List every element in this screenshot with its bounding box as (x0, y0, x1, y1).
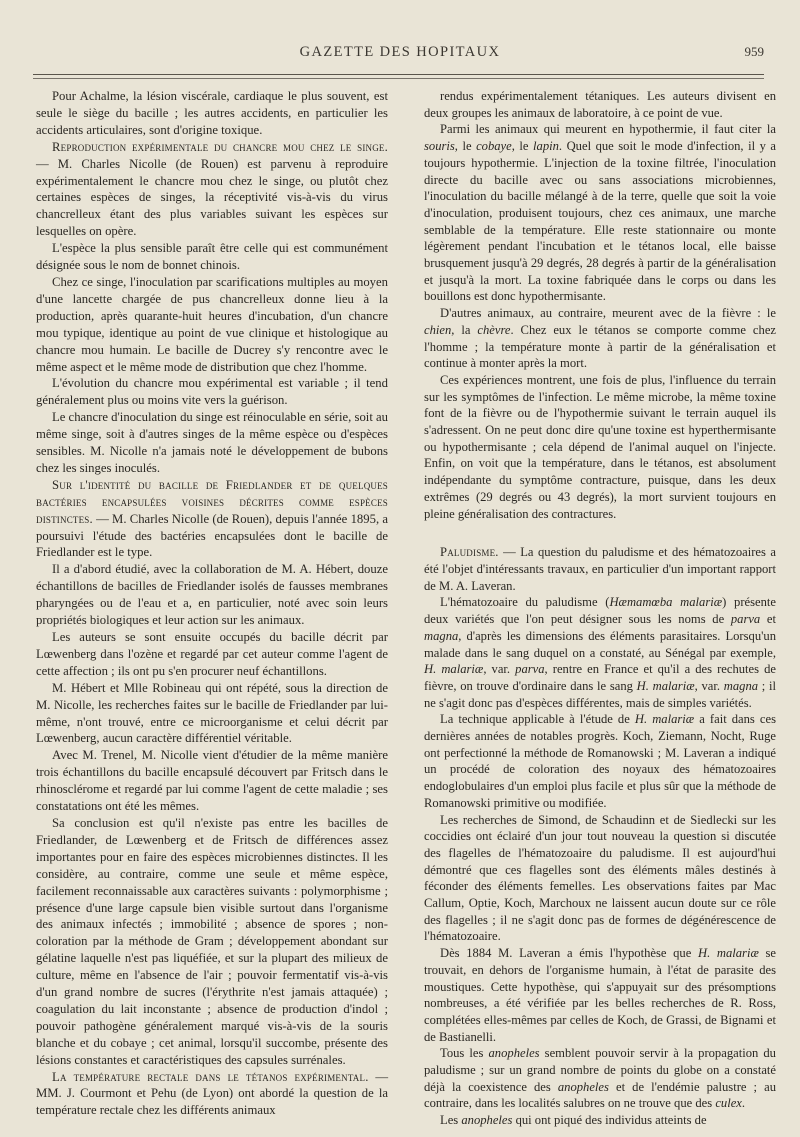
paragraph: Sa conclusion est qu'il n'existe pas entre les bacilles de Friedlander, de Lœwenberg et de Fritsch de différences assez importantes pour en faire des espèces microbiennes distinctes. Il les considère, au contraire, comme une seule et même espèce, facilement reconnaissable aux caractères suivants : polymorphisme ; présence d'une large capsule bien visible surtout dans l'organisme des animaux infectés ; immobilité ; absence de spores ; non-coloration par la méthode de Gram ; développement abondant sur gélatine laquelle n'est pas liquéfiée, et sur la plupart des milieux de culture, même en l'absence de l'air ; pouvoir fermentatif vis-à-vis d'un grand nombre de sucres (l'érythrite n'est jamais attaquée) ; coagulation du lait inconstante ; absence de production d'indol ; pouvoir pathogène généralement marqué vis-à-vis de la souris blanche et du cobaye ; cet animal, lorsqu'il succombe, présente des lésions constantes et caractéristiques des capsules surrénales. (36, 815, 388, 1067)
paragraph: Pour Achalme, la lésion viscérale, cardiaque le plus souvent, est seule le siège du bacille ; les autres accidents, en particulier les accidents articulaires, sont d'origine toxique. (36, 89, 388, 137)
text-run: et de l'endémie palustre ; au contraire, dans les localités salubres on ne trouve que des (424, 1079, 776, 1111)
header-rule-thin (33, 78, 764, 79)
page-header (0, 44, 800, 68)
text-run: . (741, 1096, 746, 1111)
italic-term: lapin (533, 139, 559, 154)
text-run: Les (440, 1113, 462, 1128)
section-heading: Paludisme. (440, 545, 499, 560)
paragraph (424, 594, 776, 711)
text-run: La technique applicable à l'étude de (440, 712, 635, 727)
text-run: ) présente deux variétés que l'on peut désigner sous les noms de (424, 595, 776, 627)
paragraph: Ces expériences montrent, une fois de plus, l'influence du terrain sur les symptômes de l'infection. Le même microbe, la même toxine font de la fièvre ou de l'hypothermie suivant le terrain auquel ils s'adressent. On ne peut donc dire qu'une toxine est hyperthermisante ou hypothermisante ; cela dépend de l'animal auquel on l'injecte. Enfin, on voit que la température, dans le tétanos, est absolument indépendante du symptôme contracture, puisque, dans les deux extrêmes (29 degrés ou 43 degrés), la mort survient toujours en pleine généralisation des contractures. (424, 372, 776, 521)
text-run: , var. (483, 662, 516, 677)
text-run: a fait dans ces dernières années de notables progrès. Koch, Ziemann, Nocht, Ruge ont perfectionné la méthode de Romanowski ; M. Laveran a indiqué un procédé de coloration des noyaux des hématozoaires endoglobulaires d'un emploi plus facile et plus sûr que la méthode de Romanowski primitive ou modifiée. (424, 712, 776, 810)
italic-term: magna (424, 628, 459, 643)
text-run: se trouvait, en dehors de l'organisme humain, à l'état de parasite des moustiques. Cette hypothèse, qui s'appuyait sur des présomptions nombreuses, a été vérifiée par les belles recherches de R. Ross, complétées elles-mêmes par celles de Koch, de Grassi, de Bignami et de Bastianelli. (424, 946, 777, 1044)
paragraph (36, 477, 388, 562)
italic-term: chèvre (477, 322, 511, 337)
text-run: qui ont piqué des individus atteints de (512, 1113, 707, 1128)
paragraph (424, 121, 776, 305)
text-run: , d'après les dimensions des éléments parasitaires. Lorsqu'un malade dans le sang duquel on a constaté, au Sénégal par exemple, (424, 628, 776, 660)
section-heading: Sur l'identité du bacille de Friedlander et de quelques bactéries encapsulées voisines décrites comme espèces distinctes. (36, 477, 388, 526)
italic-term: magna (723, 678, 759, 693)
text-run: L'hématozoaire du paludisme ( (440, 595, 610, 610)
paragraph-text: — M. Charles Nicolle (de Rouen) est parvenu à reproduire expérimentalement le chancre mou chez le singe, ou plutôt chez certaines espèces de singes, la réceptivité vis-à-vis du virus chancrelleux étant des plus variables suivant les espèces sur lesquelles on opère. (36, 156, 388, 239)
text-run: Dès 1884 M. Laveran a émis l'hypothèse que (440, 946, 698, 961)
paragraph (424, 1045, 776, 1112)
italic-term: anopheles (557, 1079, 609, 1094)
paragraph: Les auteurs se sont ensuite occupés du bacille décrit par Lœwenberg dans l'ozène et regardé par cet auteur comme l'agent de cette affection ; ils ont pu s'en procurer neuf échantillons. (36, 630, 388, 678)
header-rule (33, 74, 764, 75)
text-run: , rentre en France et qu'il a des rechutes de fièvre, on trouve d'ordinaire dans le sang (424, 662, 776, 693)
paragraph: L'évolution du chancre mou expérimental est variable ; il tend généralement plus ou moins vite vers la guérison. (36, 376, 388, 408)
paragraph: Avec M. Trenel, M. Nicolle vient d'étudier de la même manière trois échantillons du bacille encapsulé découvert par Fritsch dans le rhinosclérome et regardé par lui comme l'agent de cette maladie ; ses constatations ont été les mêmes. (36, 748, 388, 814)
text-run: . Quel que soit le mode d'infection, il y a toujours hypothermie. L'injection de la toxine filtrée, l'inoculation directe du bacille avec ou sans associations microbiennes, l'inoculation du bacille mélangé à de la terre, quelle que soit la voie d'inoculation, produisent toujours, chez ces animaux, une marche semblable de la température. Elle reste stationnaire ou monte légèrement pendant l'incubation et le tétanos local, elle baisse brusquement jusqu'à 29 degrés, 28 degrés à partir de la généralisation et jusqu'à la mort. La toxine fabriquée dans le corps ou dans les bouillons est donc hypothermisante. (424, 139, 776, 304)
text-run: . Chez eux le tétanos se comporte comme chez l'homme ; la température monte à partir de la généralisation et continue à monter après la mort. (424, 322, 776, 371)
section-heading: La température rectale dans le tétanos expérimental. (52, 1069, 369, 1084)
italic-term: H. malariæ (424, 662, 484, 677)
paragraph (36, 139, 388, 240)
paragraph: M. Hébert et Mlle Robineau qui ont répété, sous la direction de M. Nicolle, les recherches faites sur le bacille de Friedlander par lui-même, n'ont trouvé, entre ce microorganisme et celui décrit par Lœwenberg, aucun caractère différentiel véritable. (36, 680, 388, 746)
italic-term: parva (515, 662, 545, 677)
right-column (424, 88, 776, 1129)
paragraph (424, 544, 776, 594)
page-number: 959 (744, 44, 764, 59)
paragraph (36, 1069, 388, 1120)
text-run: , la (451, 322, 478, 337)
paragraph (424, 945, 776, 1045)
paragraph: rendus expérimentalement tétaniques. Les auteurs divisent en deux groupes les animaux de laboratoire, à ce point de vue. (424, 89, 776, 120)
paragraph-text: — La question du paludisme et des hématozoaires a été l'objet d'intéressants travaux, en particulier d'un important rapport de M. A. Laveran. (424, 545, 776, 593)
left-column (36, 88, 388, 1119)
paragraph: Chez ce singe, l'inoculation par scarifications multiples au moyen d'une lancette chargée de pus chancrelleux donne lieu à la production, après quarante-huit heures d'incubation, d'un chancre mou typique, identique au point de vue clinique et histologique au chancre mou humain. Le bacille de Ducrey s'y rencontre avec le même aspect et le même mode de distribution que chez l'homme. (36, 274, 388, 374)
paragraph: Le chancre d'inoculation du singe est réinoculable en série, soit au même singe, soit à d'autres singes de la même espèce ou d'espèces sensibles. M. Nicolle n'a jamais noté le développement de bubons chez les singes inoculés. (36, 410, 388, 475)
paragraph (424, 1112, 776, 1129)
italic-term: parva (730, 612, 761, 627)
text-run: Parmi les animaux qui meurent en hypothermie, il faut citer la (440, 122, 776, 137)
text-run: Tous les (440, 1046, 489, 1061)
running-title: GAZETTE DES HOPITAUX (299, 44, 501, 60)
italic-term: H. malariæ (636, 678, 695, 693)
italic-term: culex (715, 1096, 742, 1111)
italic-term: H. malariæ (697, 946, 759, 961)
text-run: et (760, 612, 776, 627)
paragraph-text: — M. Charles Nicolle (de Rouen), depuis l'année 1895, a poursuivi l'étude des bactéries encapsulées dont le bacille de Friedlander est le type. (36, 511, 388, 560)
text-run: ; il ne s'agit donc pas d'espèces différentes, mais de simples variétés. (424, 678, 776, 710)
paragraph (424, 305, 776, 372)
text-run: , le (511, 139, 534, 154)
text-run: , var. (694, 678, 724, 693)
italic-term: Hæmamœba malariæ (609, 595, 723, 610)
paragraph-text: — MM. J. Courmont et Pehu (de Lyon) ont abordé la question de la température rectale chez les différents animaux (36, 1069, 389, 1118)
italic-term: cobaye (476, 139, 512, 154)
italic-term: H. malariæ (634, 712, 695, 727)
text-run: semblent pouvoir servir à la propagation du paludisme ; sur un grand nombre de points du globe on a constaté déjà la coexistence des (424, 1046, 776, 1094)
paragraph: Les recherches de Simond, de Schaudinn et de Siedlecki sur les coccidies ont éclairé d'un jour tout nouveau la question si discutée des flagelles de l'hématozoaire du paludisme. Il est aujourd'hui démontré que ces flagelles sont des éléments mâles destinés à féconder des éléments femelles. Les observations faites par Mac Callum, Optie, Koch, Marchoux ne laissent aucun doute sur ce rôle des flagelles ; il ne s'agit donc pas de formes de dégénérescence de l'hématozoaire. (424, 812, 776, 944)
italic-term: anopheles (488, 1046, 540, 1061)
paragraph: Il a d'abord étudié, avec la collaboration de M. A. Hébert, douze échantillons de bacilles de Friedlander isolés de fausses membranes pharyngées ou de l'eau et a, en particulier, noté avec soin leurs propriétés biologiques et leur action sur les animaux. (36, 562, 388, 628)
paragraph: L'espèce la plus sensible paraît être celle qui est communément désignée sous le nom de bonnet chinois. (36, 241, 388, 273)
text-run: D'autres animaux, au contraire, meurent avec de la fièvre : le (440, 306, 776, 321)
italic-term: chien (424, 322, 452, 337)
italic-term: souris (424, 139, 455, 154)
text-run: , le (454, 139, 477, 154)
section-heading: Reproduction expérimentale du chancre mou chez le singe. (52, 139, 388, 154)
italic-term: anopheles (461, 1113, 513, 1128)
paragraph (424, 711, 776, 811)
